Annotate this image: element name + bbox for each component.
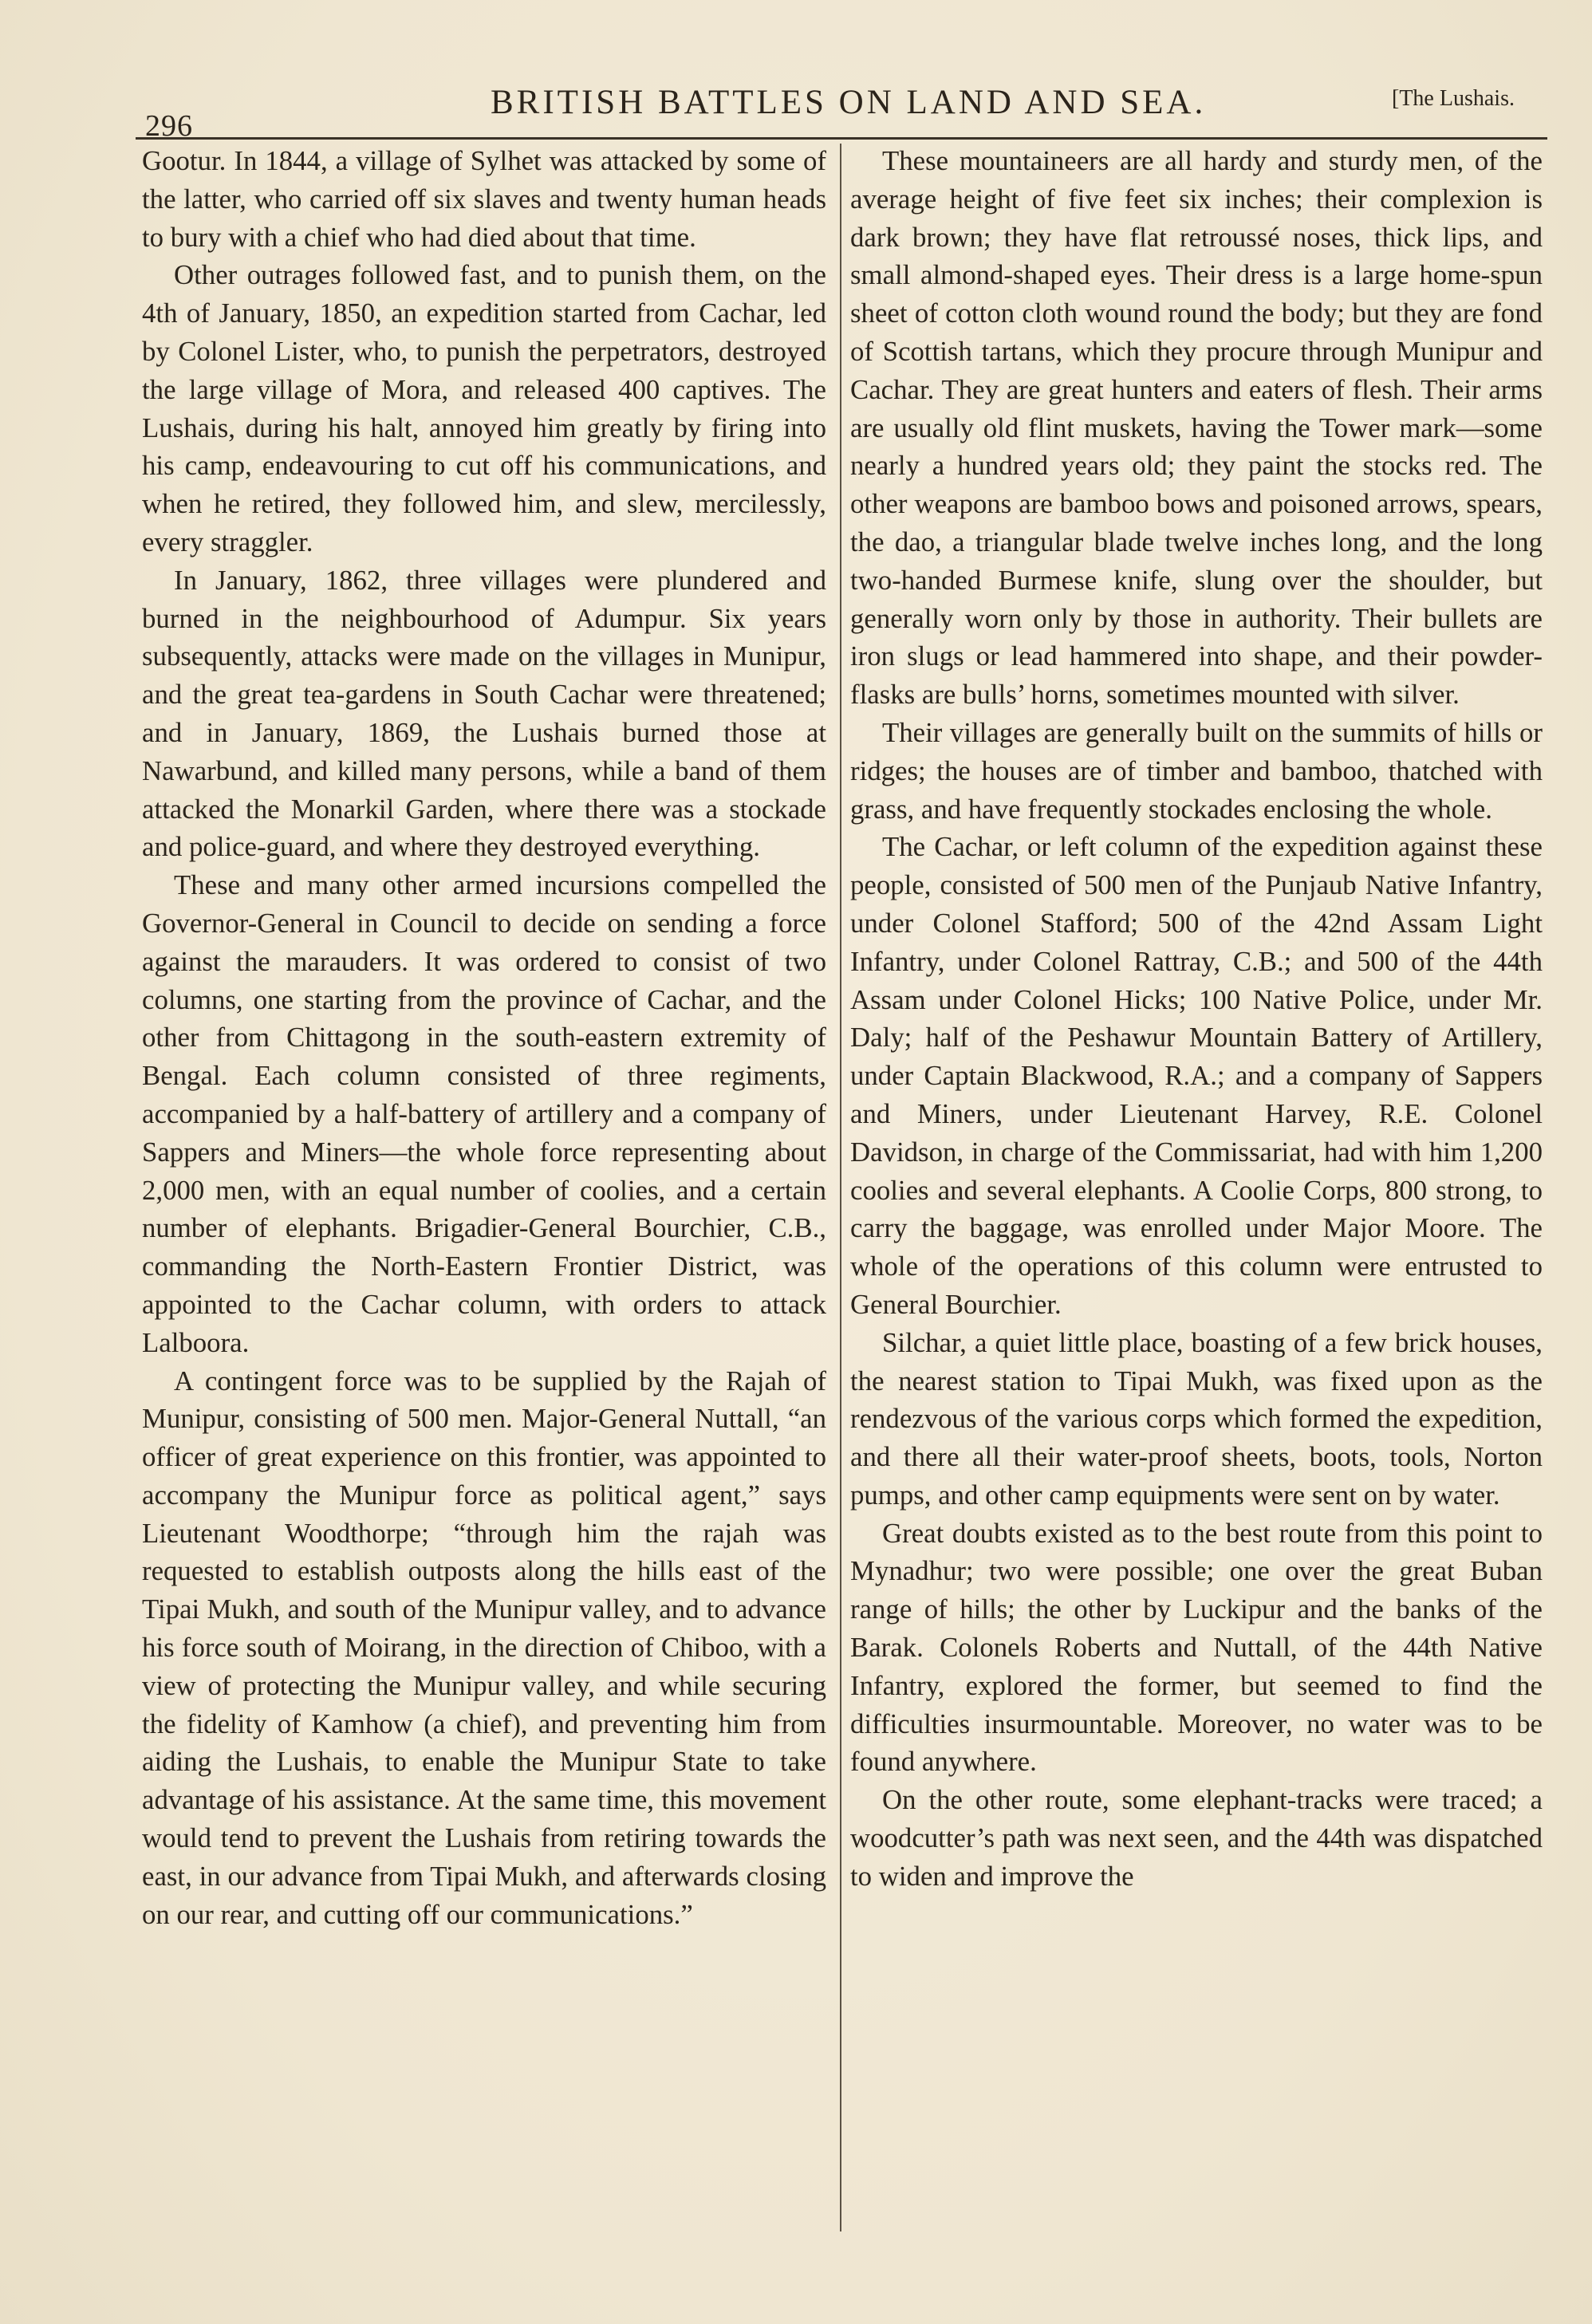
paragraph: The Cachar, or left column of the expedition against these people, consisted of 500 men of the Punjaub Native Infantry, under Colonel Stafford; 500 of the 42nd Assam Light Infantry, under Colonel Rattray, C.B.; and 500 of the 44th Assam under Colonel Hicks; 100 Native Police, under Mr. Daly; half of the Peshawur Mountain Battery of Artillery, under Captain Blackwood, R.A.; and a company of Sappers and Miners, under Lieutenant Harvey, R.E. Colonel Davidson, in charge of the Commissariat, had with him 1,200 coolies and several elephants. A Coolie Corps, 800 strong, to carry the baggage, was enrolled under Major Moore. The whole of the operations of this column were entrusted to General Bourchier.	[850, 831, 1543, 1320]
column-divider	[840, 144, 841, 2231]
running-title: BRITISH BATTLES ON LAND AND SEA.	[491, 84, 1207, 121]
header-rule	[136, 137, 1547, 140]
paragraph: These and many other armed incursions compelled the Governor-General in Council to decide on sending a force against the marauders. It was ordered to consist of two columns, one starting from the province of Cachar, and the other from Chittagong in the south-eastern extremity of Bengal. Each column consisted of three regiments, accompanied by a half-battery of artillery and a company of Sappers and Miners—the whole force representing about 2,000 men, with an equal number of coolies, and a certain number of elephants. Brigadier-General Bourchier, C.B., commanding the North-Eastern Frontier District, was appointed to the Cachar column, with orders to attack Lalboora.	[142, 869, 826, 1358]
paragraph: A contingent force was to be supplied by the Rajah of Munipur, consisting of 500 men. Major-General Nuttall, “an officer of great experience on this frontier, was appointed to accompany the Munipur force as political agent,” says Lieutenant Woodthorpe; “through him the rajah was requested to establish outposts along the hills east of the Tipai Mukh, and south of the Munipur valley, and to advance his force south of Moirang, in the direction of Chiboo, with a view of protecting the Munipur valley, and while securing the fidelity of Kamhow (a chief), and preventing him from aiding the Lushais, to enable the Munipur State to take advantage of his assistance. At the same time, this movement would tend to prevent the Lushais from retiring towards the east, in our advance from Tipai Mukh, and afterwards closing on our rear, and cutting off our communications.”	[142, 1365, 826, 1930]
paragraph: Great doubts existed as to the best route from this point to Mynadhur; two were possible; one over the great Buban range of hills; the other by Luckipur and the banks of the Barak. Colonels Roberts and Nuttall, of the 44th Native Infantry, explored the former, but seemed to find the difficulties insurmountable. Moreover, no water was to be found anywhere.	[850, 1517, 1543, 1778]
section-tag: [The Lushais.	[1392, 86, 1515, 111]
left-column	[142, 142, 826, 1933]
page-header	[136, 78, 1547, 142]
paragraph: These mountaineers are all hardy and sturdy men, of the average height of five feet six inches; their complexion is dark brown; they have flat retroussé noses, thick lips, and small almond-shaped eyes. Their dress is a large home-spun sheet of cotton cloth wound round the body; but they are fond of Scottish tartans, which they procure through Munipur and Cachar. They are great hunters and eaters of flesh. Their arms are usually old flint muskets, having the Tower mark—some nearly a hundred years old; they paint the stocks red. The other weapons are bamboo bows and poisoned arrows, spears, the dao, a triangular blade twelve inches long, and the long two-handed Burmese knife, slung over the shoulder, but generally worn only by those in authority. Their bullets are iron slugs or lead hammered into shape, and their powder-flasks are bulls’ horns, sometimes mounted with silver.	[850, 145, 1543, 711]
paragraph: On the other route, some elephant-tracks were traced; a woodcutter’s path was next seen, and the 44th was dispatched to widen and improve the	[850, 1784, 1543, 1892]
paragraph: Other outrages followed fast, and to punish them, on the 4th of January, 1850, an expedition started from Cachar, led by Colonel Lister, who, to punish the perpetrators, destroyed the large village of Mora, and released 400 captives. The Lushais, during his halt, annoyed him greatly by firing into his camp, endeavouring to cut off his communications, and when he retired, they followed him, and slew, mercilessly, every straggler.	[142, 259, 826, 557]
right-column	[850, 142, 1543, 1896]
paragraph: In January, 1862, three villages were plundered and burned in the neighbourhood of Adumpur. Six years subsequently, attacks were made on the villages in Munipur, and the great tea-gardens in South Cachar were threatened; and in January, 1869, the Lushais burned those at Nawarbund, and killed many persons, while a band of them attacked the Monarkil Garden, where there was a stockade and police-guard, and where they destroyed everything.	[142, 564, 826, 863]
page-number: 296	[145, 109, 193, 143]
paragraph: Silchar, a quiet little place, boasting of a few brick houses, the nearest station to Tipai Mukh, was fixed upon as the rendezvous of the various corps which formed the expedition, and there all their water-proof sheets, boots, tools, Norton pumps, and other camp equipments were sent on by water.	[850, 1326, 1543, 1511]
paragraph: Gootur. In 1844, a village of Sylhet was attacked by some of the latter, who carried off six slaves and twenty human heads to bury with a chief who had died about that time.	[142, 145, 826, 253]
paragraph: Their villages are generally built on the summits of hills or ridges; the houses are of timber and bamboo, thatched with grass, and have frequently stockades enclosing the whole.	[850, 716, 1543, 825]
